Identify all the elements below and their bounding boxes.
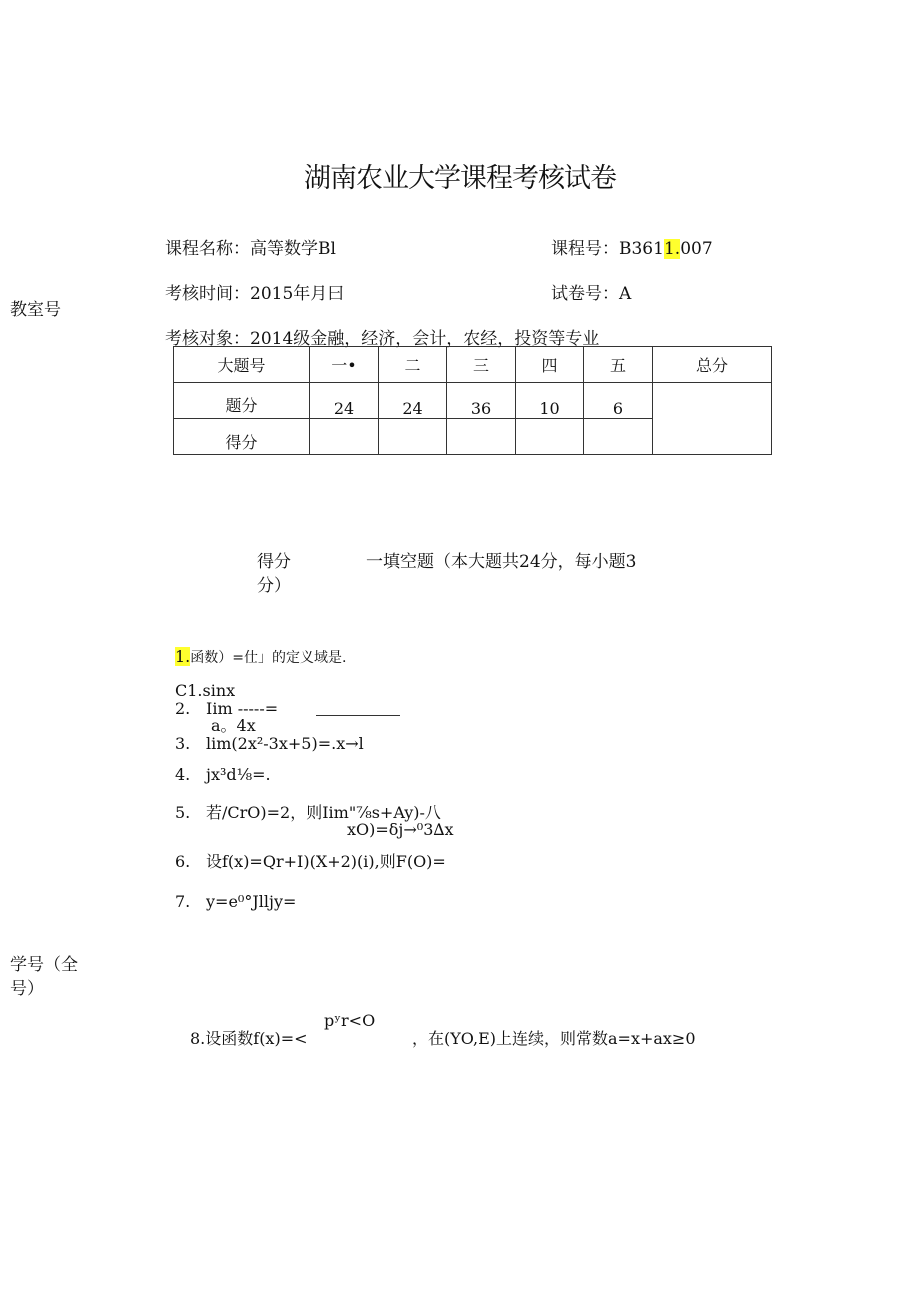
score-table xyxy=(173,346,772,455)
points-label: 题分 xyxy=(174,383,310,419)
header-cell: 总分 xyxy=(653,347,772,383)
header-cell: 四 xyxy=(516,347,584,383)
question-5-sub: xO)=δj→⁰3∆x xyxy=(347,820,454,839)
question-7-number: 7. xyxy=(175,892,191,911)
score-label: 得分 xyxy=(174,419,310,455)
question-2-number: 2. xyxy=(175,699,191,718)
course-number-highlight: 1. xyxy=(663,239,681,259)
question-8-right: ，在(YO,E)上连续，则常数a=x+ax≥0 xyxy=(412,1029,696,1048)
question-4 xyxy=(175,765,271,784)
points-cell: 24 xyxy=(310,383,379,419)
student-id-label-1: 学号（全 xyxy=(10,955,78,975)
exam-target: 考核对象：2014级金融，经济，会计，农经，投资等专业 xyxy=(165,329,600,349)
question-5-number: 5. xyxy=(175,803,191,822)
question-3 xyxy=(175,734,364,753)
header-cell: 三 xyxy=(447,347,516,383)
points-cell: 24 xyxy=(379,383,447,419)
question-8-top: pʸr<O xyxy=(324,1011,376,1030)
course-number-prefix: 课程号：B361 xyxy=(551,239,664,259)
question-5-text: 若/CrO)=2，则Iim"⅞s+Ay)-八 xyxy=(206,803,441,822)
question-1 xyxy=(175,647,346,667)
score-cell[interactable] xyxy=(379,419,447,455)
total-score-cell[interactable] xyxy=(653,383,772,455)
question-3-number: 3. xyxy=(175,734,191,753)
question-6-number: 6. xyxy=(175,852,191,871)
question-2-text: Iim -----= xyxy=(206,699,279,718)
score-cell[interactable] xyxy=(447,419,516,455)
paper-number: 试卷号：A xyxy=(551,284,632,304)
exam-title: 湖南农业大学课程考核试卷 xyxy=(304,163,616,194)
points-cell: 36 xyxy=(447,383,516,419)
points-cell: 6 xyxy=(584,383,653,419)
course-number-suffix: 007 xyxy=(680,239,713,259)
header-cell: 五 xyxy=(584,347,653,383)
header-cell: 一• xyxy=(310,347,379,383)
question-2-blank-line[interactable] xyxy=(316,714,400,716)
question-6-text: 设f(x)=Qr+I)(X+2)(i),则F(O)= xyxy=(206,852,446,871)
question-6 xyxy=(175,849,446,872)
classroom-label: 教室号 xyxy=(10,300,61,320)
score-cell[interactable] xyxy=(584,419,653,455)
score-table-header-row xyxy=(174,347,772,383)
score-cell[interactable] xyxy=(516,419,584,455)
course-number xyxy=(551,234,713,259)
score-table-points-row xyxy=(174,383,772,419)
question-2-answer-blank xyxy=(316,704,400,723)
student-id-label-2: 号） xyxy=(10,979,44,999)
course-name: 课程名称：高等数学Bl xyxy=(165,239,336,259)
section-score-label: 得分 xyxy=(257,552,291,572)
header-cell: 大题号 xyxy=(174,347,310,383)
section-score-label-2: 分） xyxy=(257,576,291,596)
question-7 xyxy=(175,892,296,911)
question-2-top: C1.sinx xyxy=(175,681,236,700)
question-4-number: 4. xyxy=(175,765,191,784)
question-2-sub: a。4x xyxy=(211,716,256,735)
question-7-text: y=e⁰°Jlljy= xyxy=(206,892,297,911)
points-cell: 10 xyxy=(516,383,584,419)
score-cell[interactable] xyxy=(310,419,379,455)
question-1-number: 1. xyxy=(175,647,191,666)
question-3-text: lim(2x²-3x+5)=.x→l xyxy=(206,734,364,753)
header-cell: 二 xyxy=(379,347,447,383)
question-8-left: 8.设函数f(x)=< xyxy=(190,1029,308,1048)
question-4-text: jx³d⅛=. xyxy=(206,765,271,784)
exam-time: 考核时间：2015年月曰 xyxy=(165,284,345,304)
question-1-text: 函数）=仕」的定义域是. xyxy=(190,650,347,666)
section-heading: 一填空题（本大题共24分，每小题3 xyxy=(366,552,637,572)
